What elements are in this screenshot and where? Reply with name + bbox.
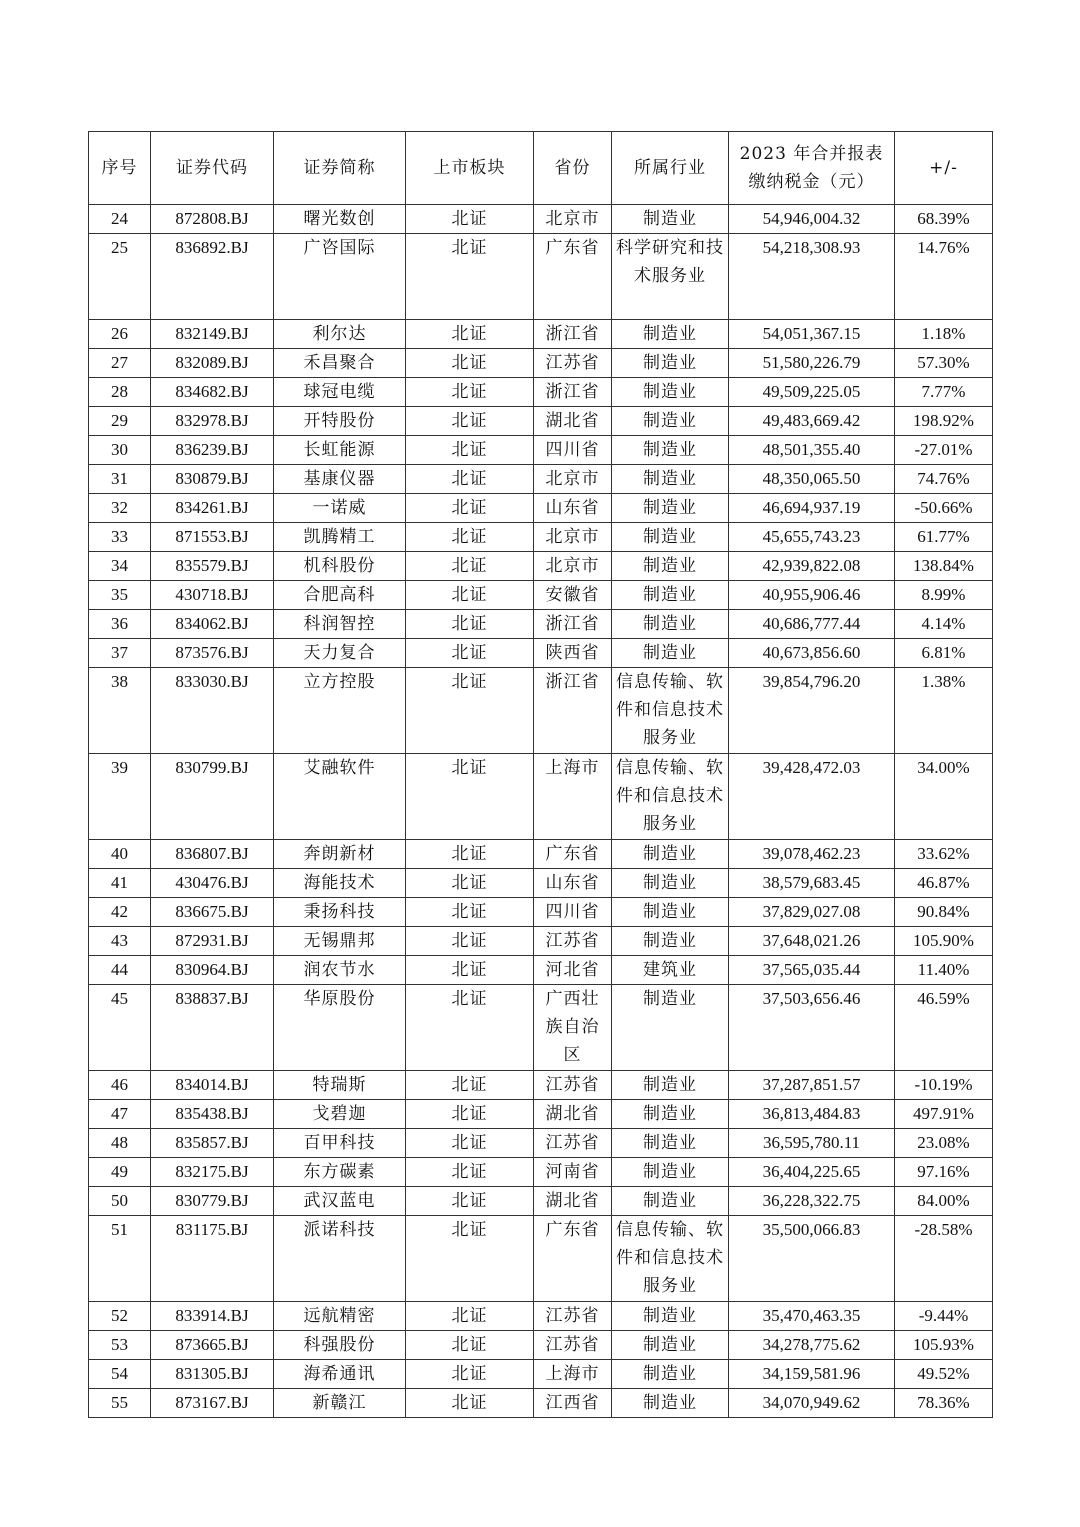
table-row: [89, 436, 993, 465]
cell-tax: 54,051,367.15: [729, 320, 895, 349]
cell-tax: 36,404,225.65: [729, 1158, 895, 1187]
cell-industry: 信息传输、软件和信息技术服务业: [612, 668, 729, 754]
table-row: [89, 523, 993, 552]
cell-no: 52: [89, 1302, 151, 1331]
table-row: [89, 610, 993, 639]
cell-tax: 37,829,027.08: [729, 898, 895, 927]
cell-no: 37: [89, 639, 151, 668]
cell-board: 北证: [406, 1071, 534, 1100]
cell-province: 广东省: [534, 840, 612, 869]
cell-code: 832089.BJ: [151, 349, 274, 378]
cell-tax: 46,694,937.19: [729, 494, 895, 523]
cell-industry: 制造业: [612, 985, 729, 1071]
cell-change: -9.44%: [895, 1302, 993, 1331]
table-row: [89, 985, 993, 1071]
cell-no: 35: [89, 581, 151, 610]
cell-code: 830879.BJ: [151, 465, 274, 494]
cell-province: 北京市: [534, 465, 612, 494]
cell-industry: 制造业: [612, 1100, 729, 1129]
cell-tax: 36,813,484.83: [729, 1100, 895, 1129]
cell-code: 873576.BJ: [151, 639, 274, 668]
cell-province: 陕西省: [534, 639, 612, 668]
cell-province: 四川省: [534, 436, 612, 465]
cell-industry: 制造业: [612, 205, 729, 234]
cell-no: 42: [89, 898, 151, 927]
cell-code: 835579.BJ: [151, 552, 274, 581]
header-cell-province: 省份: [534, 132, 612, 205]
cell-name: 艾融软件: [274, 754, 406, 840]
cell-code: 834261.BJ: [151, 494, 274, 523]
cell-tax: 49,483,669.42: [729, 407, 895, 436]
cell-name: 广咨国际: [274, 234, 406, 320]
cell-change: 46.87%: [895, 869, 993, 898]
table-row: [89, 581, 993, 610]
cell-code: 832978.BJ: [151, 407, 274, 436]
cell-name: 科润智控: [274, 610, 406, 639]
cell-change: 105.93%: [895, 1331, 993, 1360]
cell-board: 北证: [406, 320, 534, 349]
cell-name: 戈碧迦: [274, 1100, 406, 1129]
cell-board: 北证: [406, 407, 534, 436]
cell-province: 河南省: [534, 1158, 612, 1187]
cell-province: 北京市: [534, 523, 612, 552]
table-row: [89, 1071, 993, 1100]
table-row: [89, 1187, 993, 1216]
table-row: [89, 407, 993, 436]
cell-industry: 制造业: [612, 1302, 729, 1331]
header-cell-change: +/-: [895, 132, 993, 205]
cell-industry: 信息传输、软件和信息技术服务业: [612, 1216, 729, 1302]
cell-industry: 制造业: [612, 581, 729, 610]
cell-tax: 34,278,775.62: [729, 1331, 895, 1360]
cell-province: 浙江省: [534, 668, 612, 754]
cell-tax: 40,673,856.60: [729, 639, 895, 668]
cell-tax: 37,565,035.44: [729, 956, 895, 985]
cell-province: 湖北省: [534, 1187, 612, 1216]
cell-board: 北证: [406, 378, 534, 407]
table-row: [89, 869, 993, 898]
cell-name: 华原股份: [274, 985, 406, 1071]
cell-change: -28.58%: [895, 1216, 993, 1302]
cell-change: 11.40%: [895, 956, 993, 985]
header-cell-code: 证券代码: [151, 132, 274, 205]
cell-code: 836675.BJ: [151, 898, 274, 927]
cell-name: 一诺威: [274, 494, 406, 523]
cell-code: 831175.BJ: [151, 1216, 274, 1302]
cell-change: 4.14%: [895, 610, 993, 639]
cell-name: 无锡鼎邦: [274, 927, 406, 956]
cell-change: 68.39%: [895, 205, 993, 234]
cell-no: 49: [89, 1158, 151, 1187]
cell-industry: 制造业: [612, 840, 729, 869]
cell-board: 北证: [406, 205, 534, 234]
cell-code: 832175.BJ: [151, 1158, 274, 1187]
cell-name: 新赣江: [274, 1389, 406, 1418]
header-cell-name: 证券简称: [274, 132, 406, 205]
cell-name: 曙光数创: [274, 205, 406, 234]
cell-province: 江苏省: [534, 927, 612, 956]
cell-code: 872808.BJ: [151, 205, 274, 234]
cell-code: 836239.BJ: [151, 436, 274, 465]
cell-board: 北证: [406, 610, 534, 639]
cell-name: 奔朗新材: [274, 840, 406, 869]
cell-tax: 38,579,683.45: [729, 869, 895, 898]
cell-board: 北证: [406, 552, 534, 581]
table-row: [89, 234, 993, 320]
tax-ranking-table: [88, 131, 993, 1418]
cell-province: 河北省: [534, 956, 612, 985]
cell-industry: 制造业: [612, 494, 729, 523]
cell-tax: 39,428,472.03: [729, 754, 895, 840]
cell-board: 北证: [406, 1158, 534, 1187]
table-row: [89, 1158, 993, 1187]
cell-name: 长虹能源: [274, 436, 406, 465]
cell-no: 54: [89, 1360, 151, 1389]
cell-province: 江苏省: [534, 1071, 612, 1100]
cell-industry: 制造业: [612, 378, 729, 407]
cell-change: 78.36%: [895, 1389, 993, 1418]
cell-board: 北证: [406, 465, 534, 494]
cell-no: 50: [89, 1187, 151, 1216]
cell-province: 湖北省: [534, 407, 612, 436]
table-row: [89, 465, 993, 494]
cell-name: 天力复合: [274, 639, 406, 668]
cell-board: 北证: [406, 1129, 534, 1158]
cell-change: 57.30%: [895, 349, 993, 378]
cell-name: 利尔达: [274, 320, 406, 349]
cell-industry: 制造业: [612, 407, 729, 436]
cell-board: 北证: [406, 639, 534, 668]
cell-name: 东方碳素: [274, 1158, 406, 1187]
cell-name: 特瑞斯: [274, 1071, 406, 1100]
cell-change: 497.91%: [895, 1100, 993, 1129]
cell-change: 49.52%: [895, 1360, 993, 1389]
cell-board: 北证: [406, 754, 534, 840]
cell-board: 北证: [406, 1302, 534, 1331]
cell-industry: 制造业: [612, 639, 729, 668]
cell-code: 830964.BJ: [151, 956, 274, 985]
table-row: [89, 349, 993, 378]
table-row: [89, 1331, 993, 1360]
cell-industry: 制造业: [612, 1158, 729, 1187]
header-cell-board: 上市板块: [406, 132, 534, 205]
cell-no: 38: [89, 668, 151, 754]
cell-change: 198.92%: [895, 407, 993, 436]
cell-code: 836807.BJ: [151, 840, 274, 869]
cell-code: 873665.BJ: [151, 1331, 274, 1360]
table-body: [89, 205, 993, 1418]
cell-tax: 35,470,463.35: [729, 1302, 895, 1331]
header-cell-tax: 2023 年合并报表缴纳税金（元）: [729, 132, 895, 205]
cell-no: 29: [89, 407, 151, 436]
cell-industry: 制造业: [612, 1360, 729, 1389]
cell-no: 26: [89, 320, 151, 349]
cell-code: 836892.BJ: [151, 234, 274, 320]
table-row: [89, 840, 993, 869]
table-row: [89, 552, 993, 581]
cell-board: 北证: [406, 1389, 534, 1418]
cell-no: 27: [89, 349, 151, 378]
cell-no: 53: [89, 1331, 151, 1360]
cell-no: 43: [89, 927, 151, 956]
cell-code: 430476.BJ: [151, 869, 274, 898]
cell-code: 831305.BJ: [151, 1360, 274, 1389]
cell-tax: 37,648,021.26: [729, 927, 895, 956]
cell-name: 开特股份: [274, 407, 406, 436]
cell-province: 四川省: [534, 898, 612, 927]
cell-board: 北证: [406, 840, 534, 869]
cell-code: 430718.BJ: [151, 581, 274, 610]
cell-no: 55: [89, 1389, 151, 1418]
cell-name: 禾昌聚合: [274, 349, 406, 378]
cell-name: 秉扬科技: [274, 898, 406, 927]
cell-tax: 37,287,851.57: [729, 1071, 895, 1100]
cell-tax: 51,580,226.79: [729, 349, 895, 378]
cell-tax: 48,350,065.50: [729, 465, 895, 494]
cell-province: 浙江省: [534, 378, 612, 407]
cell-no: 32: [89, 494, 151, 523]
cell-province: 浙江省: [534, 320, 612, 349]
cell-tax: 49,509,225.05: [729, 378, 895, 407]
cell-board: 北证: [406, 1360, 534, 1389]
cell-name: 海能技术: [274, 869, 406, 898]
cell-no: 41: [89, 869, 151, 898]
cell-change: -10.19%: [895, 1071, 993, 1100]
cell-no: 46: [89, 1071, 151, 1100]
cell-code: 873167.BJ: [151, 1389, 274, 1418]
cell-board: 北证: [406, 1187, 534, 1216]
cell-province: 广西壮族自治区: [534, 985, 612, 1071]
cell-name: 球冠电缆: [274, 378, 406, 407]
cell-province: 湖北省: [534, 1100, 612, 1129]
cell-change: -50.66%: [895, 494, 993, 523]
cell-change: 23.08%: [895, 1129, 993, 1158]
cell-tax: 37,503,656.46: [729, 985, 895, 1071]
cell-board: 北证: [406, 523, 534, 552]
cell-province: 北京市: [534, 205, 612, 234]
cell-industry: 制造业: [612, 869, 729, 898]
table-row: [89, 754, 993, 840]
cell-industry: 制造业: [612, 1129, 729, 1158]
cell-change: 84.00%: [895, 1187, 993, 1216]
cell-no: 44: [89, 956, 151, 985]
cell-industry: 制造业: [612, 320, 729, 349]
cell-province: 北京市: [534, 552, 612, 581]
cell-tax: 34,159,581.96: [729, 1360, 895, 1389]
cell-no: 51: [89, 1216, 151, 1302]
cell-tax: 40,955,906.46: [729, 581, 895, 610]
table-row: [89, 1389, 993, 1418]
cell-change: 74.76%: [895, 465, 993, 494]
cell-tax: 36,228,322.75: [729, 1187, 895, 1216]
cell-industry: 制造业: [612, 523, 729, 552]
cell-no: 25: [89, 234, 151, 320]
cell-no: 47: [89, 1100, 151, 1129]
cell-change: 46.59%: [895, 985, 993, 1071]
cell-name: 机科股份: [274, 552, 406, 581]
cell-no: 30: [89, 436, 151, 465]
cell-code: 838837.BJ: [151, 985, 274, 1071]
cell-name: 百甲科技: [274, 1129, 406, 1158]
cell-change: 61.77%: [895, 523, 993, 552]
cell-province: 浙江省: [534, 610, 612, 639]
cell-industry: 制造业: [612, 465, 729, 494]
cell-change: 14.76%: [895, 234, 993, 320]
cell-name: 合肥高科: [274, 581, 406, 610]
cell-code: 833030.BJ: [151, 668, 274, 754]
cell-no: 31: [89, 465, 151, 494]
table-row: [89, 927, 993, 956]
cell-code: 833914.BJ: [151, 1302, 274, 1331]
cell-no: 36: [89, 610, 151, 639]
cell-province: 江苏省: [534, 1331, 612, 1360]
table-row: [89, 320, 993, 349]
cell-no: 40: [89, 840, 151, 869]
cell-industry: 制造业: [612, 436, 729, 465]
table-row: [89, 1360, 993, 1389]
cell-tax: 35,500,066.83: [729, 1216, 895, 1302]
table-row: [89, 956, 993, 985]
cell-code: 835857.BJ: [151, 1129, 274, 1158]
table-row: [89, 205, 993, 234]
cell-province: 上海市: [534, 1360, 612, 1389]
cell-tax: 39,854,796.20: [729, 668, 895, 754]
cell-code: 834014.BJ: [151, 1071, 274, 1100]
cell-tax: 54,946,004.32: [729, 205, 895, 234]
cell-code: 872931.BJ: [151, 927, 274, 956]
cell-name: 基康仪器: [274, 465, 406, 494]
cell-province: 江苏省: [534, 1129, 612, 1158]
cell-no: 34: [89, 552, 151, 581]
cell-board: 北证: [406, 1100, 534, 1129]
cell-code: 871553.BJ: [151, 523, 274, 552]
cell-no: 45: [89, 985, 151, 1071]
cell-province: 上海市: [534, 754, 612, 840]
cell-board: 北证: [406, 956, 534, 985]
table-row: [89, 639, 993, 668]
cell-province: 江苏省: [534, 349, 612, 378]
cell-board: 北证: [406, 494, 534, 523]
cell-industry: 制造业: [612, 927, 729, 956]
cell-name: 科强股份: [274, 1331, 406, 1360]
cell-board: 北证: [406, 234, 534, 320]
cell-industry: 科学研究和技术服务业: [612, 234, 729, 320]
table-row: [89, 378, 993, 407]
cell-name: 远航精密: [274, 1302, 406, 1331]
cell-province: 安徽省: [534, 581, 612, 610]
cell-tax: 39,078,462.23: [729, 840, 895, 869]
cell-province: 江西省: [534, 1389, 612, 1418]
cell-change: 8.99%: [895, 581, 993, 610]
cell-name: 派诺科技: [274, 1216, 406, 1302]
cell-change: 33.62%: [895, 840, 993, 869]
cell-change: 7.77%: [895, 378, 993, 407]
table-row: [89, 1129, 993, 1158]
cell-board: 北证: [406, 349, 534, 378]
cell-no: 24: [89, 205, 151, 234]
cell-board: 北证: [406, 985, 534, 1071]
cell-industry: 制造业: [612, 552, 729, 581]
cell-board: 北证: [406, 1216, 534, 1302]
cell-tax: 40,686,777.44: [729, 610, 895, 639]
cell-change: 90.84%: [895, 898, 993, 927]
cell-change: 1.38%: [895, 668, 993, 754]
cell-province: 山东省: [534, 494, 612, 523]
cell-code: 832149.BJ: [151, 320, 274, 349]
cell-province: 山东省: [534, 869, 612, 898]
cell-board: 北证: [406, 927, 534, 956]
cell-tax: 48,501,355.40: [729, 436, 895, 465]
cell-no: 39: [89, 754, 151, 840]
cell-tax: 54,218,308.93: [729, 234, 895, 320]
cell-no: 48: [89, 1129, 151, 1158]
cell-change: 1.18%: [895, 320, 993, 349]
cell-industry: 信息传输、软件和信息技术服务业: [612, 754, 729, 840]
cell-board: 北证: [406, 581, 534, 610]
cell-industry: 制造业: [612, 1071, 729, 1100]
cell-change: 97.16%: [895, 1158, 993, 1187]
cell-code: 835438.BJ: [151, 1100, 274, 1129]
table-row: [89, 1216, 993, 1302]
cell-change: -27.01%: [895, 436, 993, 465]
cell-board: 北证: [406, 1331, 534, 1360]
cell-tax: 34,070,949.62: [729, 1389, 895, 1418]
header-cell-no: 序号: [89, 132, 151, 205]
cell-name: 凯腾精工: [274, 523, 406, 552]
cell-name: 立方控股: [274, 668, 406, 754]
cell-tax: 45,655,743.23: [729, 523, 895, 552]
cell-change: 105.90%: [895, 927, 993, 956]
table-row: [89, 494, 993, 523]
cell-no: 28: [89, 378, 151, 407]
cell-tax: 42,939,822.08: [729, 552, 895, 581]
cell-board: 北证: [406, 869, 534, 898]
cell-change: 34.00%: [895, 754, 993, 840]
cell-industry: 制造业: [612, 610, 729, 639]
cell-code: 834062.BJ: [151, 610, 274, 639]
table-row: [89, 898, 993, 927]
cell-change: 138.84%: [895, 552, 993, 581]
cell-name: 润农节水: [274, 956, 406, 985]
cell-code: 834682.BJ: [151, 378, 274, 407]
cell-industry: 制造业: [612, 1389, 729, 1418]
cell-province: 广东省: [534, 1216, 612, 1302]
cell-name: 海希通讯: [274, 1360, 406, 1389]
cell-industry: 建筑业: [612, 956, 729, 985]
cell-province: 江苏省: [534, 1302, 612, 1331]
cell-industry: 制造业: [612, 898, 729, 927]
header-cell-industry: 所属行业: [612, 132, 729, 205]
cell-no: 33: [89, 523, 151, 552]
table-header-row: [89, 132, 993, 205]
table-row: [89, 1302, 993, 1331]
cell-name: 武汉蓝电: [274, 1187, 406, 1216]
cell-industry: 制造业: [612, 1187, 729, 1216]
cell-board: 北证: [406, 898, 534, 927]
cell-industry: 制造业: [612, 349, 729, 378]
cell-code: 830779.BJ: [151, 1187, 274, 1216]
cell-board: 北证: [406, 436, 534, 465]
cell-change: 6.81%: [895, 639, 993, 668]
table-row: [89, 1100, 993, 1129]
table-row: [89, 668, 993, 754]
cell-code: 830799.BJ: [151, 754, 274, 840]
cell-industry: 制造业: [612, 1331, 729, 1360]
cell-province: 广东省: [534, 234, 612, 320]
cell-board: 北证: [406, 668, 534, 754]
cell-tax: 36,595,780.11: [729, 1129, 895, 1158]
